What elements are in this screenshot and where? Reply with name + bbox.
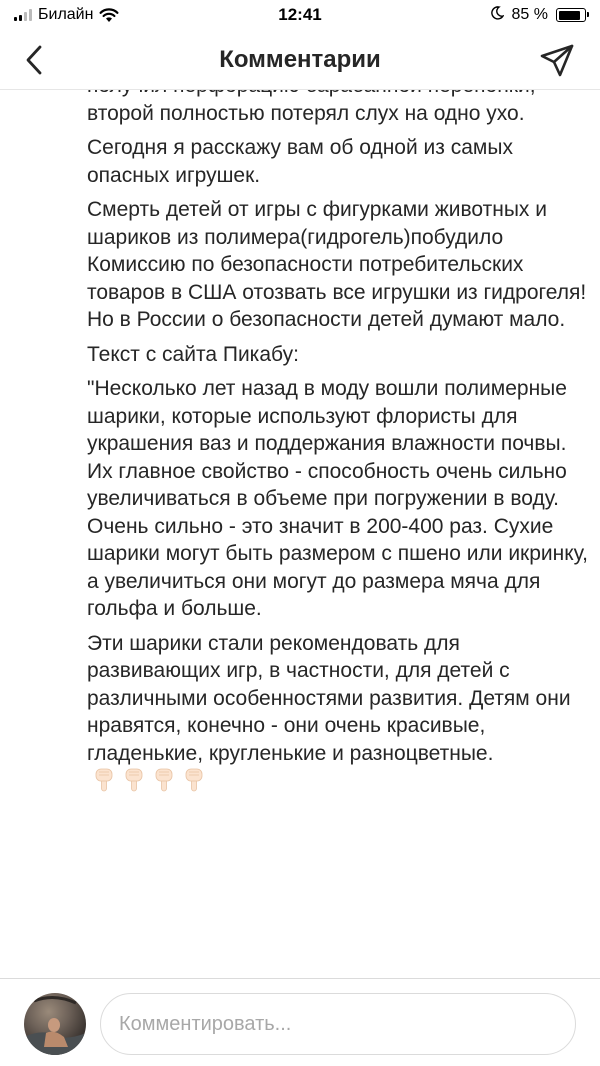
- share-button[interactable]: [538, 42, 576, 80]
- emoji-group: [93, 767, 205, 793]
- pointing-down-hand-icon: [183, 767, 205, 793]
- wifi-icon: [99, 8, 119, 23]
- comment-paragraph: Текст с сайта Пикабу:: [87, 342, 299, 366]
- nav-bar: [0, 30, 600, 90]
- avatar: [24, 993, 86, 1055]
- avatar-photo: [24, 993, 86, 1055]
- carrier-label: Билайн: [38, 6, 94, 23]
- comments-scroll-area[interactable]: [0, 60, 600, 978]
- comment-paragraph-last: [87, 630, 597, 797]
- pointing-down-hand-icon: [123, 767, 145, 793]
- pointing-down-hand-icon: [93, 767, 115, 793]
- comment-body: [87, 72, 597, 804]
- comment-input[interactable]: [100, 993, 576, 1055]
- battery-icon: [556, 8, 586, 22]
- chevron-left-icon: [24, 44, 44, 76]
- comment-paragraph: второй полностью потерял слух на одно ухо.: [87, 101, 525, 125]
- status-bar: [0, 0, 600, 30]
- signal-icon: [14, 9, 32, 21]
- comment-paragraph: "Несколько лет назад в моду вошли полимерные шарики, которые используют флористы для украшения ваз и поддержания влажности почвы. Их главное свойство - способность очень сильно увеличиваться в объеме при погружении в воду. Очень сильно - это значит в 200-400 раз. Сухие шарики могут быть размером с пшено или икринку, а увеличиться они могут до размера мяча для гольфа и больше.: [87, 377, 588, 620]
- status-left: [14, 6, 119, 24]
- comment-paragraph: Сегодня я расскажу вам об одной из самых опасных игрушек.: [87, 136, 513, 187]
- paper-plane-icon: [539, 43, 575, 79]
- compose-bar: [0, 978, 600, 1066]
- status-time: 12:41: [278, 5, 322, 24]
- status-right: [490, 6, 586, 25]
- moon-icon: [490, 6, 504, 25]
- back-button[interactable]: [18, 44, 50, 76]
- battery-percent: 85 %: [511, 6, 548, 23]
- pointing-down-hand-icon: [153, 767, 175, 793]
- comment-paragraph: Смерть детей от игры с фигурками животных и шариков из полимера(гидрогель)побудило Комиссию по безопасности потребительских товаров в США отозвать все игрушки из гидрогеля! Но в России о безопасности детей думают мало.: [87, 198, 587, 331]
- battery-fill: [559, 11, 580, 20]
- page-title: Комментарии: [219, 45, 381, 73]
- comment-paragraph: Эти шарики стали рекомендовать для развивающих игр, в частности, для детей с различными особенностями развития. Детям они нравятся, конечно - они очень красивые, гладенькие, кругленькие и разноцветные.: [87, 631, 571, 765]
